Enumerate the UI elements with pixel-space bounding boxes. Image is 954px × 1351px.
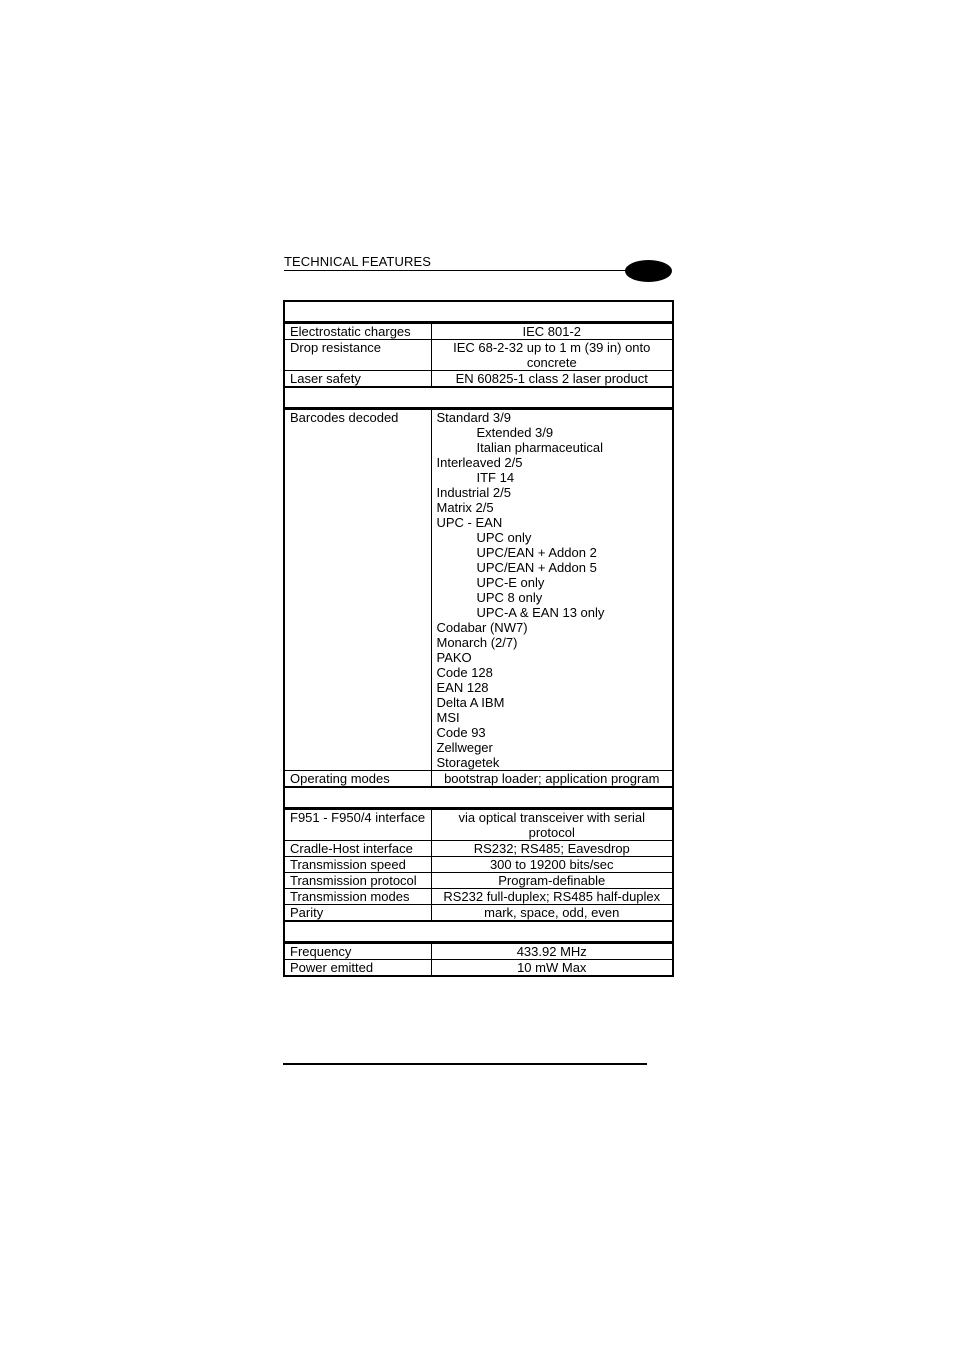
barcode-item: Extended 3/9: [476, 425, 554, 440]
row-label: Transmission speed: [284, 857, 431, 873]
barcode-item: Delta A IBM: [436, 695, 505, 710]
barcode-item: UPC-E only: [476, 575, 545, 590]
footer-rule: [283, 1063, 647, 1065]
row-value: via optical transceiver with serial protocol: [431, 809, 673, 841]
table-row: [284, 809, 673, 841]
barcode-item: UPC 8 only: [476, 590, 543, 605]
barcode-item: Standard 3/9: [436, 410, 511, 425]
section-header-communication: [284, 787, 673, 809]
header-rule: [284, 270, 628, 271]
barcode-item: Monarch (2/7): [436, 635, 518, 650]
row-label: Barcodes decoded: [284, 409, 431, 771]
row-label: Laser safety: [284, 371, 431, 388]
barcode-item: Code 93: [436, 725, 486, 740]
barcode-item: UPC only: [476, 530, 532, 545]
barcode-item: UPC - EAN: [436, 515, 503, 530]
row-label: Drop resistance: [284, 340, 431, 371]
row-label: Frequency: [284, 943, 431, 960]
barcode-item: Storagetek: [436, 755, 500, 770]
row-label: Operating modes: [284, 771, 431, 788]
technical-features-table: [283, 300, 674, 977]
barcode-item: UPC-A & EAN 13 only: [476, 605, 605, 620]
barcode-item: Matrix 2/5: [436, 500, 494, 515]
barcode-item: Industrial 2/5: [436, 485, 511, 500]
barcode-item: UPC/EAN + Addon 2: [476, 545, 597, 560]
barcode-item: Zellweger: [436, 740, 493, 755]
barcode-item: MSI: [436, 710, 460, 725]
table-row: [284, 771, 673, 788]
row-value: 433.92 MHz: [431, 943, 673, 960]
chapter-tab-marker: [625, 260, 672, 282]
table-row: [284, 323, 673, 340]
row-label: Power emitted: [284, 960, 431, 977]
row-value: Program-definable: [431, 873, 673, 889]
page-header-title: TECHNICAL FEATURES: [284, 254, 431, 269]
row-value: EN 60825-1 class 2 laser product: [431, 371, 673, 388]
barcode-item: EAN 128: [436, 680, 489, 695]
table-row: [284, 960, 673, 977]
row-value: 10 mW Max: [431, 960, 673, 977]
barcode-item: PAKO: [436, 650, 472, 665]
row-label: Transmission protocol: [284, 873, 431, 889]
row-value: IEC 801-2: [431, 323, 673, 340]
barcode-item: ITF 14: [476, 470, 515, 485]
row-label: Parity: [284, 905, 431, 922]
section-header-radio: [284, 921, 673, 943]
table-row: [284, 943, 673, 960]
barcode-item: UPC/EAN + Addon 5: [476, 560, 597, 575]
row-label: F951 - F950/4 interface: [284, 809, 431, 841]
section-header-environment: [284, 301, 673, 323]
barcode-item: Italian pharmaceutical: [476, 440, 603, 455]
barcode-list: [431, 409, 673, 771]
table-row: [284, 340, 673, 371]
barcode-item: Interleaved 2/5: [436, 455, 523, 470]
row-label: Electrostatic charges: [284, 323, 431, 340]
table-row: [284, 889, 673, 905]
row-value: RS232; RS485; Eavesdrop: [431, 841, 673, 857]
table-row: [284, 409, 673, 771]
row-value: RS232 full-duplex; RS485 half-duplex: [431, 889, 673, 905]
row-value: bootstrap loader; application program: [431, 771, 673, 788]
row-value: IEC 68-2-32 up to 1 m (39 in) onto concrete: [431, 340, 673, 371]
table-row: [284, 905, 673, 922]
table-row: [284, 841, 673, 857]
row-label: Transmission modes: [284, 889, 431, 905]
table-row: [284, 857, 673, 873]
row-value: 300 to 19200 bits/sec: [431, 857, 673, 873]
row-label: Cradle-Host interface: [284, 841, 431, 857]
section-header-reading: [284, 387, 673, 409]
barcode-item: Codabar (NW7): [436, 620, 528, 635]
table-row: [284, 873, 673, 889]
table-row: [284, 371, 673, 388]
barcode-item: Code 128: [436, 665, 493, 680]
row-value: mark, space, odd, even: [431, 905, 673, 922]
